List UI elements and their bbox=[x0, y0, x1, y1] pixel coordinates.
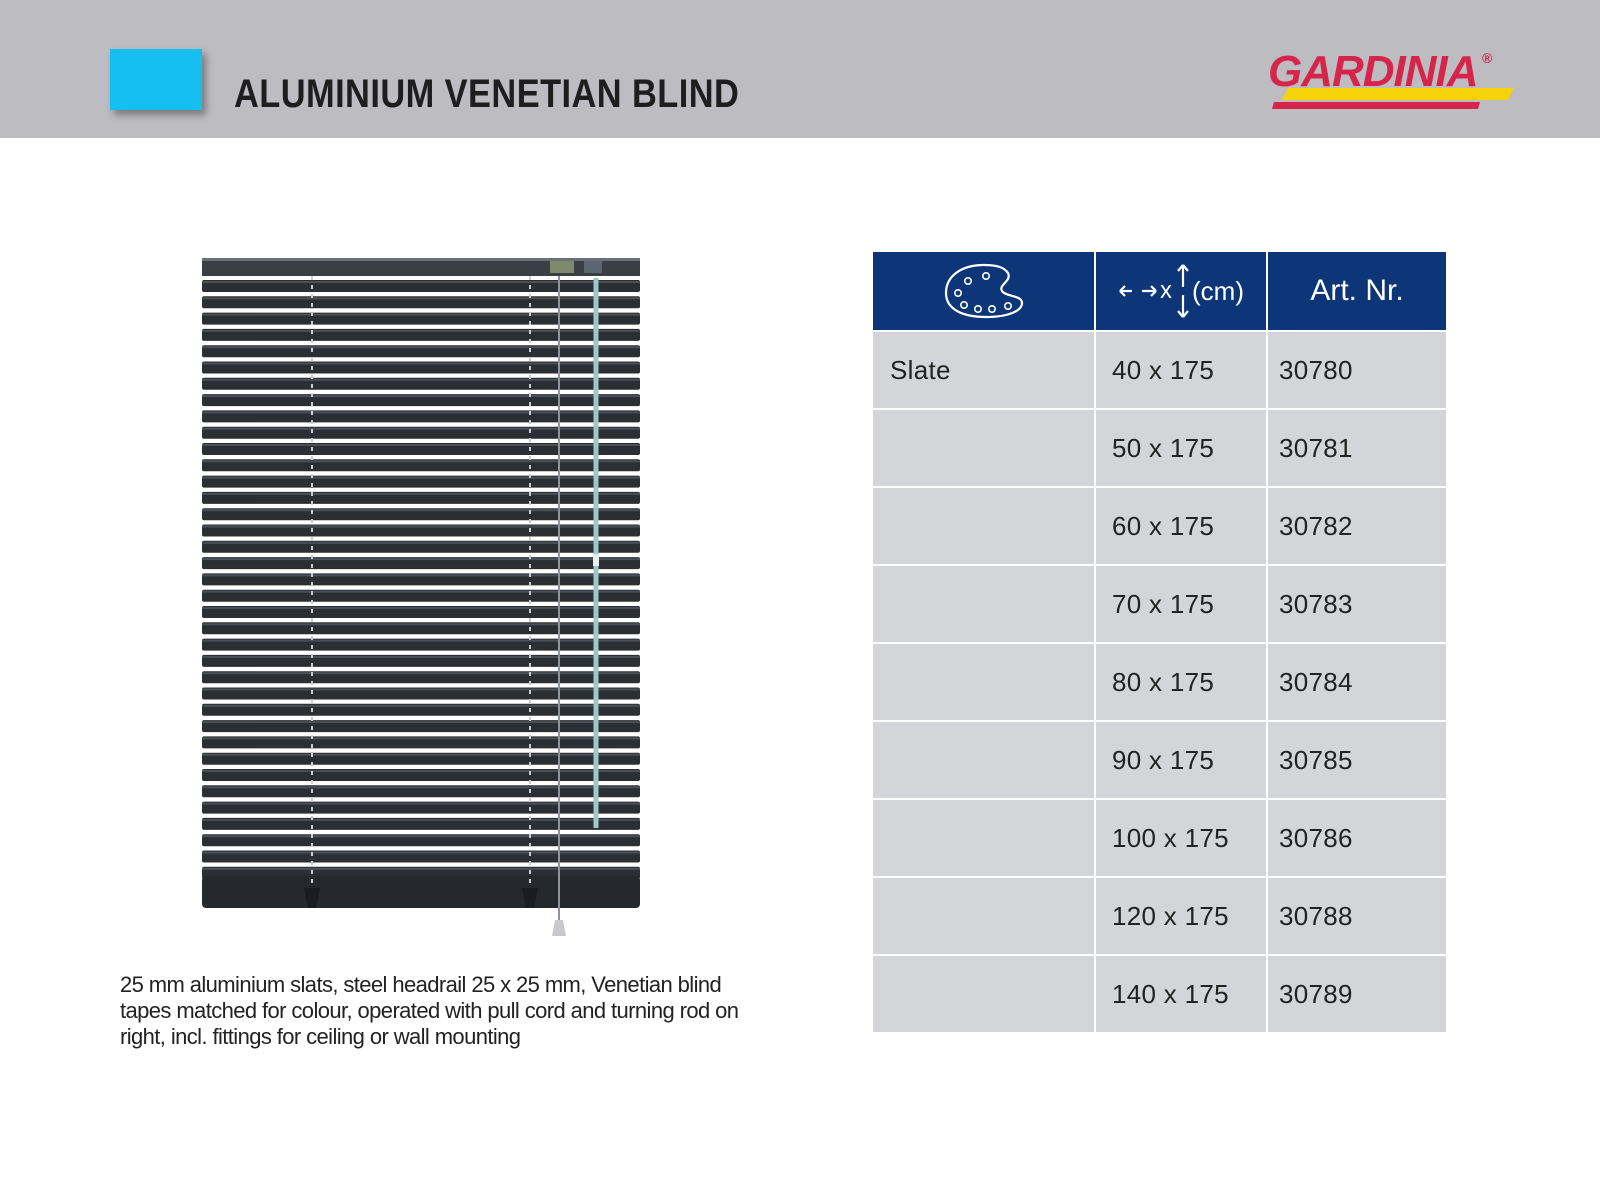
article-cell: 30785 bbox=[1268, 722, 1446, 798]
table-body bbox=[873, 332, 1446, 1034]
table-header-row bbox=[873, 252, 1446, 332]
size-cell: 60 x 175 bbox=[1096, 488, 1268, 564]
product-description: 25 mm aluminium slats, steel headrail 25 x 25 mm, Venetian blind tapes matched for colour, operated with pull cord and turning rod on right, incl. fittings for ceiling or wall mounting bbox=[120, 972, 739, 1049]
article-cell: 30783 bbox=[1268, 566, 1446, 642]
header-colour-cell bbox=[873, 252, 1096, 330]
width-arrows-icon bbox=[1118, 281, 1158, 301]
product-image bbox=[200, 248, 650, 938]
size-cell: 120 x 175 bbox=[1096, 878, 1268, 954]
table-row bbox=[873, 722, 1446, 800]
pull-cord-end bbox=[552, 920, 566, 936]
header-article-cell: Art. Nr. bbox=[1310, 274, 1404, 307]
colour-cell bbox=[873, 956, 1096, 1032]
height-arrows-icon bbox=[1176, 263, 1190, 319]
table-row bbox=[873, 956, 1446, 1034]
venetian-blind-illustration bbox=[200, 248, 650, 938]
colour-cell bbox=[873, 488, 1096, 564]
size-unit-label: (cm) bbox=[1192, 275, 1244, 306]
table-row bbox=[873, 644, 1446, 722]
size-cell: 70 x 175 bbox=[1096, 566, 1268, 642]
colour-cell bbox=[873, 644, 1096, 720]
table-row bbox=[873, 566, 1446, 644]
colour-cell bbox=[873, 878, 1096, 954]
article-cell: 30782 bbox=[1268, 488, 1446, 564]
article-cell: 30781 bbox=[1268, 410, 1446, 486]
slat-group bbox=[202, 280, 640, 879]
size-cell: 140 x 175 bbox=[1096, 956, 1268, 1032]
accent-square bbox=[110, 49, 202, 110]
colour-cell: Slate bbox=[873, 332, 1096, 408]
size-cell: 90 x 175 bbox=[1096, 722, 1268, 798]
brand-logo bbox=[1268, 46, 1528, 118]
brand-logo-text: GARDINIA bbox=[1268, 47, 1478, 96]
article-cell: 30786 bbox=[1268, 800, 1446, 876]
table-row bbox=[873, 488, 1446, 566]
colour-cell bbox=[873, 566, 1096, 642]
table-row bbox=[873, 410, 1446, 488]
palette-icon bbox=[942, 259, 1026, 323]
page-title: ALUMINIUM VENETIAN BLIND bbox=[234, 72, 740, 116]
registered-mark: ® bbox=[1482, 50, 1493, 66]
size-cell: 80 x 175 bbox=[1096, 644, 1268, 720]
bottom-rail bbox=[202, 876, 640, 908]
article-cell: 30788 bbox=[1268, 878, 1446, 954]
header-bar bbox=[0, 0, 1600, 138]
table-row bbox=[873, 800, 1446, 878]
table-row bbox=[873, 332, 1446, 410]
colour-cell bbox=[873, 722, 1096, 798]
size-cell: 40 x 175 bbox=[1096, 332, 1268, 408]
article-cell: 30780 bbox=[1268, 332, 1446, 408]
size-cell: 100 x 175 bbox=[1096, 800, 1268, 876]
colour-cell bbox=[873, 410, 1096, 486]
spec-table bbox=[873, 252, 1446, 1034]
size-times-symbol: x bbox=[1160, 277, 1172, 304]
article-cell: 30784 bbox=[1268, 644, 1446, 720]
colour-cell bbox=[873, 800, 1096, 876]
size-cell: 50 x 175 bbox=[1096, 410, 1268, 486]
table-row bbox=[873, 878, 1446, 956]
header-size-cell bbox=[1096, 252, 1268, 330]
article-cell: 30789 bbox=[1268, 956, 1446, 1032]
